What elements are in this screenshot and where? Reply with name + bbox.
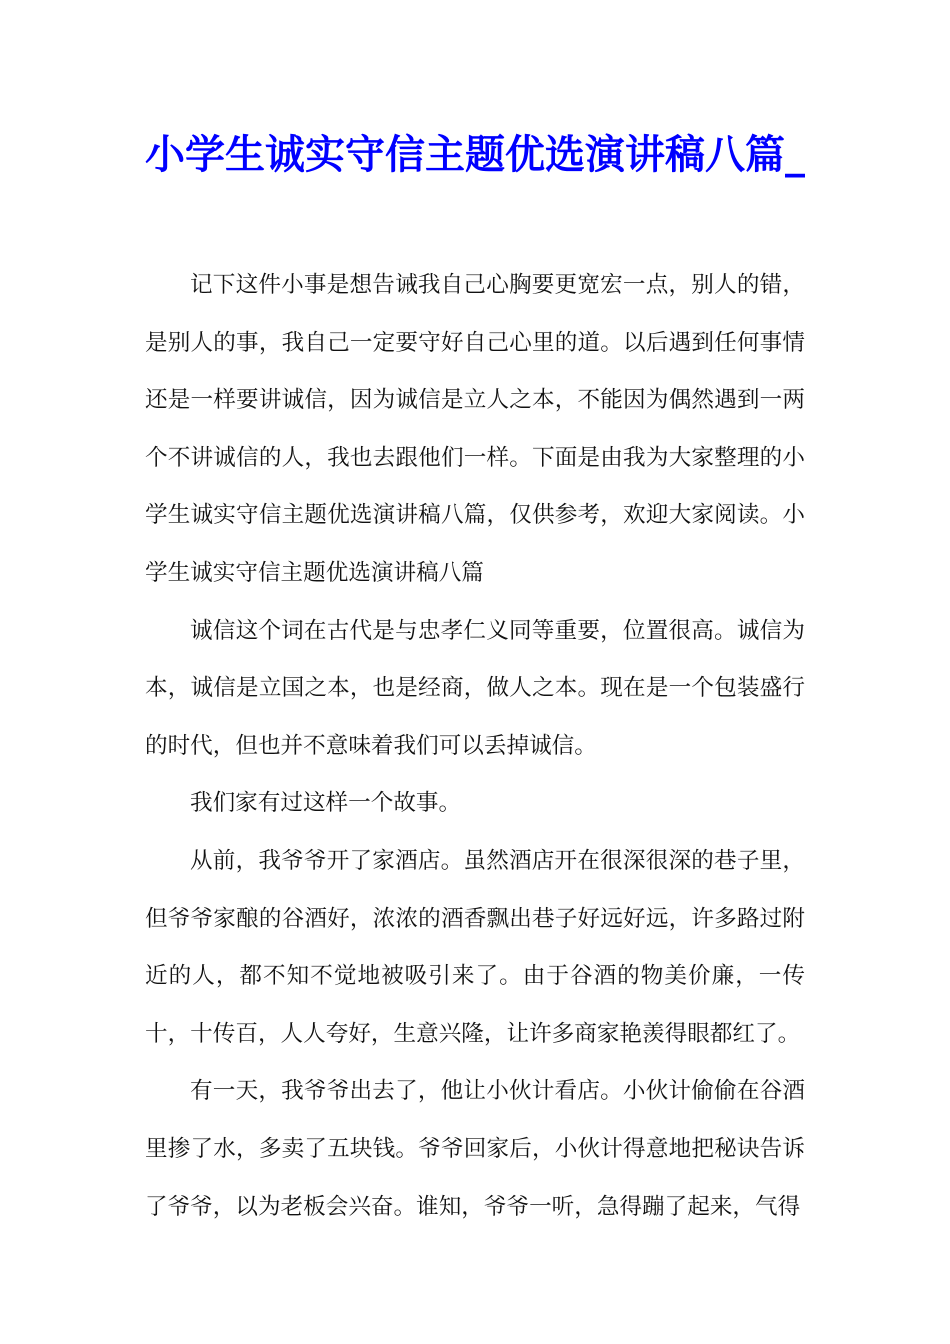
- paragraph: 从前，我爷爷开了家酒店。虽然酒店开在很深很深的巷子里，但爷爷家酿的谷酒好，浓浓的酒香飘出巷子好远好远，许多路过附近的人，都不知不觉地被吸引来了。由于谷酒的物美价廉，一传十，十传百，人人夸好，生意兴隆，让许多商家艳羡得眼都红了。: [145, 847, 805, 1047]
- paragraph: 记下这件小事是想告诫我自己心胸要更宽宏一点，别人的错，是别人的事，我自己一定要守好自己心里的道。以后遇到任何事情还是一样要讲诚信，因为诚信是立人之本，不能因为偶然遇到一两个不讲诚信的人，我也去跟他们一样。下面是由我为大家整理的小学生诚实守信主题优选演讲稿八篇，仅供参考，欢迎大家阅读。小学生诚实守信主题优选演讲稿八篇: [145, 272, 805, 586]
- paragraph: 有一天，我爷爷出去了，他让小伙计看店。小伙计偷偷在谷酒里掺了水，多卖了五块钱。爷爷回家后，小伙计得意地把秘诀告诉了爷爷，以为老板会兴奋。谁知，爷爷一听，急得蹦了起来，气得: [145, 1078, 805, 1220]
- document-title: 小学生诚实守信主题优选演讲稿八篇_: [145, 131, 805, 178]
- document-body: [145, 257, 805, 1236]
- paragraph: 我们家有过这样一个故事。: [190, 790, 462, 817]
- paragraph: 诚信这个词在古代是与忠孝仁义同等重要，位置很高。诚信为本，诚信是立国之本，也是经商，做人之本。现在是一个包装盛行的时代，但也并不意味着我们可以丢掉诚信。: [145, 617, 805, 759]
